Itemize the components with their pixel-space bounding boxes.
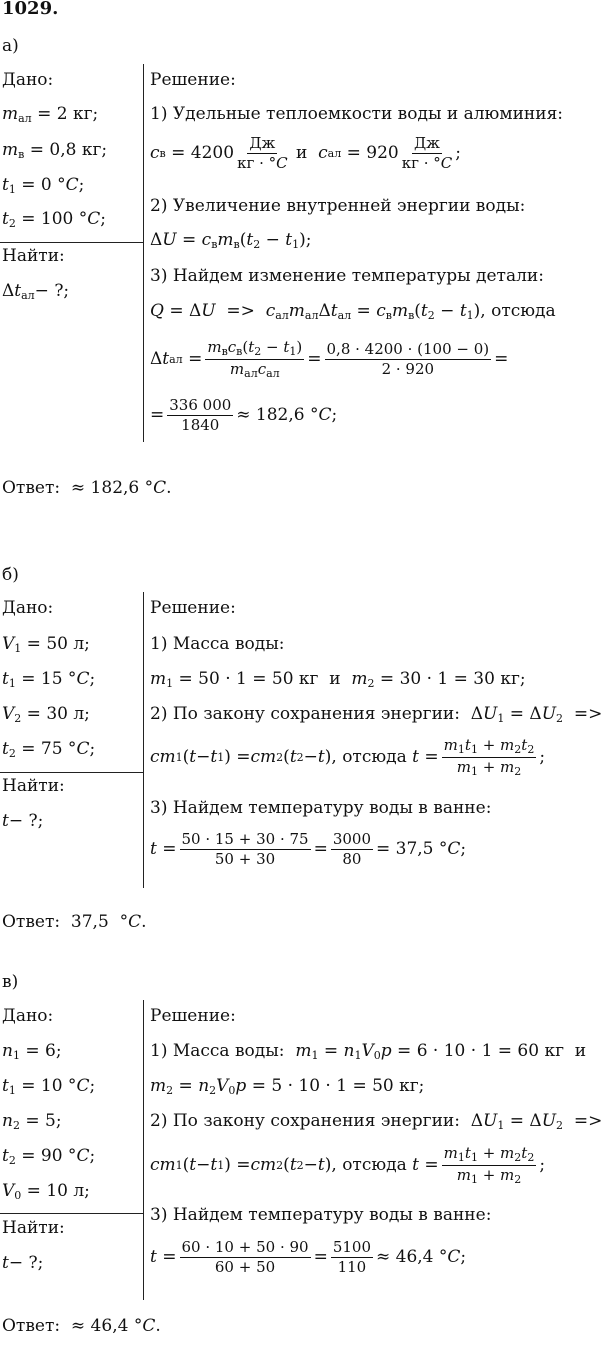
part-c-given-1: $n_1 = 6$; [2,1041,62,1062]
part-c-label: в) [2,972,19,992]
part-a-given-4: $t_2 = 100$ °C; [2,209,106,230]
part-a-given-title: Дано: [2,70,54,90]
part-b-find-title: Найти: [2,776,65,796]
part-a-divider-h [0,242,143,243]
part-a-step-4: $\Delta U = c_вm_в(t_2 - t_1)$; [150,230,312,251]
part-c-find: t− ?; [2,1253,44,1273]
part-c-step-4: cm 1 ( t − t 1 ) = cm 2 ( t 2 − t ), отсюда t = $\frac{m_1t_1 + m_2t_2}{m_1 + m_2}$ ; [150,1144,546,1186]
part-c-given-5: $V_0 = 10$ л; [2,1181,90,1202]
part-b-label: б) [2,565,19,585]
part-a-step-2: c в = 4200 $\frac{Дж}{кг \cdot ^\circ C}$ и c ал = 920 $\frac{Дж}{кг \cdot ^\circ C}$ ; [150,134,461,172]
part-c-find-title: Найти: [2,1218,65,1238]
part-c-step-5: 3) Найдем температуру воды в ванне: [150,1205,492,1225]
part-c-solution-title: Решение: [150,1006,236,1026]
part-a-given-2: $m_в = 0,8$ кг; [2,140,108,161]
part-c-step-2: $m_2 = n_2V_0p = 5 \cdot 10 \cdot 1 = 50$ кг; [150,1076,425,1097]
part-a-given-3: $t_1 = 0$ °C; [2,175,85,196]
part-c-step-1: 1) Масса воды: $m_1 = n_1V_0p = 6 \cdot 10 \cdot 1 = 60$ кг и [150,1041,587,1062]
part-b-solution-title: Решение: [150,598,236,618]
part-a-find-title: Найти: [2,246,65,266]
part-b-step-5: 3) Найдем температуру воды в ванне: [150,798,492,818]
part-a-given-1: $m_{ал} = 2$ кг; [2,104,99,125]
part-b-step-1: 1) Масса воды: [150,634,285,654]
part-b-given-2: $t_1 = 15$ °C; [2,669,96,690]
part-c-answer: Ответ: ≈ 46,4 °C. [2,1316,161,1336]
part-a-label: а) [2,36,19,56]
part-b-step-4: cm 1 ( t − t 1 ) = cm 2 ( t 2 − t ), отсюда t = $\frac{m_1t_1 + m_2t_2}{m_1 + m_2}$ ; [150,736,546,778]
part-a-step-1: 1) Удельные теплоемкости воды и алюминия: [150,104,564,124]
part-c-step-3: 2) По закону сохранения энергии: $\Delta U_1 = \Delta U_2$ => [150,1111,603,1132]
part-b-given-3: $V_2 = 30$ л; [2,704,90,725]
part-b-divider-h [0,772,143,773]
part-a-solution-title: Решение: [150,70,236,90]
part-c-given-2: $t_1 = 10$ °C; [2,1076,96,1097]
part-c-divider-h [0,1213,143,1214]
part-c-step-6: t = $\frac{60 \cdot 10 + 50 \cdot 90}{60 + 50}$ = $\frac{5100}{110}$ ≈ 46,4 ° C ; [150,1238,467,1276]
part-a-step-5: 3) Найдем изменение температуры детали: [150,266,544,286]
part-c-given-4: $t_2 = 90$ °C; [2,1146,96,1167]
problem-number: 1029. [2,0,59,19]
part-c-given-title: Дано: [2,1006,54,1026]
part-a-step-8: = $\frac{336 000}{1840}$ ≈ 182,6 ° C ; [150,396,338,434]
part-b-step-3: 2) По закону сохранения энергии: $\Delta U_1 = \Delta U_2$ => [150,704,603,725]
part-a-find: $\Delta t_{ал}-$ ?; [2,281,70,302]
part-a-step-3: 2) Увеличение внутренней энергии воды: [150,196,526,216]
part-b-divider-v [143,592,144,888]
part-c-divider-v [143,1000,144,1300]
part-b-given-1: $V_1 = 50$ л; [2,634,90,655]
part-a-step-7: Δ t ал = $\frac{m_вc_в(t_2 - t_1)}{m_{ал}c_{ал}}$ = $\frac{0,8 \cdot 4200 \cdot (100 - 0)}{2 \cdot 920}$ = [150,338,509,380]
part-c-given-3: $n_2 = 5$; [2,1111,62,1132]
part-b-step-6: t = $\frac{50 \cdot 15 + 30 \cdot 75}{50 + 30}$ = $\frac{3000}{80}$ = 37,5 ° C ; [150,830,467,868]
part-a-divider-v [143,64,144,442]
part-b-given-4: $t_2 = 75$ °C; [2,739,96,760]
part-a-step-6: $Q = \Delta U => c_{ал}m_{ал}\Delta t_{ал} = c_вm_в(t_2 - t_1)$, отсюда [150,301,556,322]
part-b-step-2: $m_1 = 50 \cdot 1 = 50$ кг и $m_2 = 30 \cdot 1 = 30$ кг; [150,669,526,690]
part-b-find: t− ?; [2,811,44,831]
part-a-answer: Ответ: ≈ 182,6 °C. [2,478,172,498]
part-b-given-title: Дано: [2,598,54,618]
part-b-answer: Ответ: 37,5 °C. [2,912,147,932]
